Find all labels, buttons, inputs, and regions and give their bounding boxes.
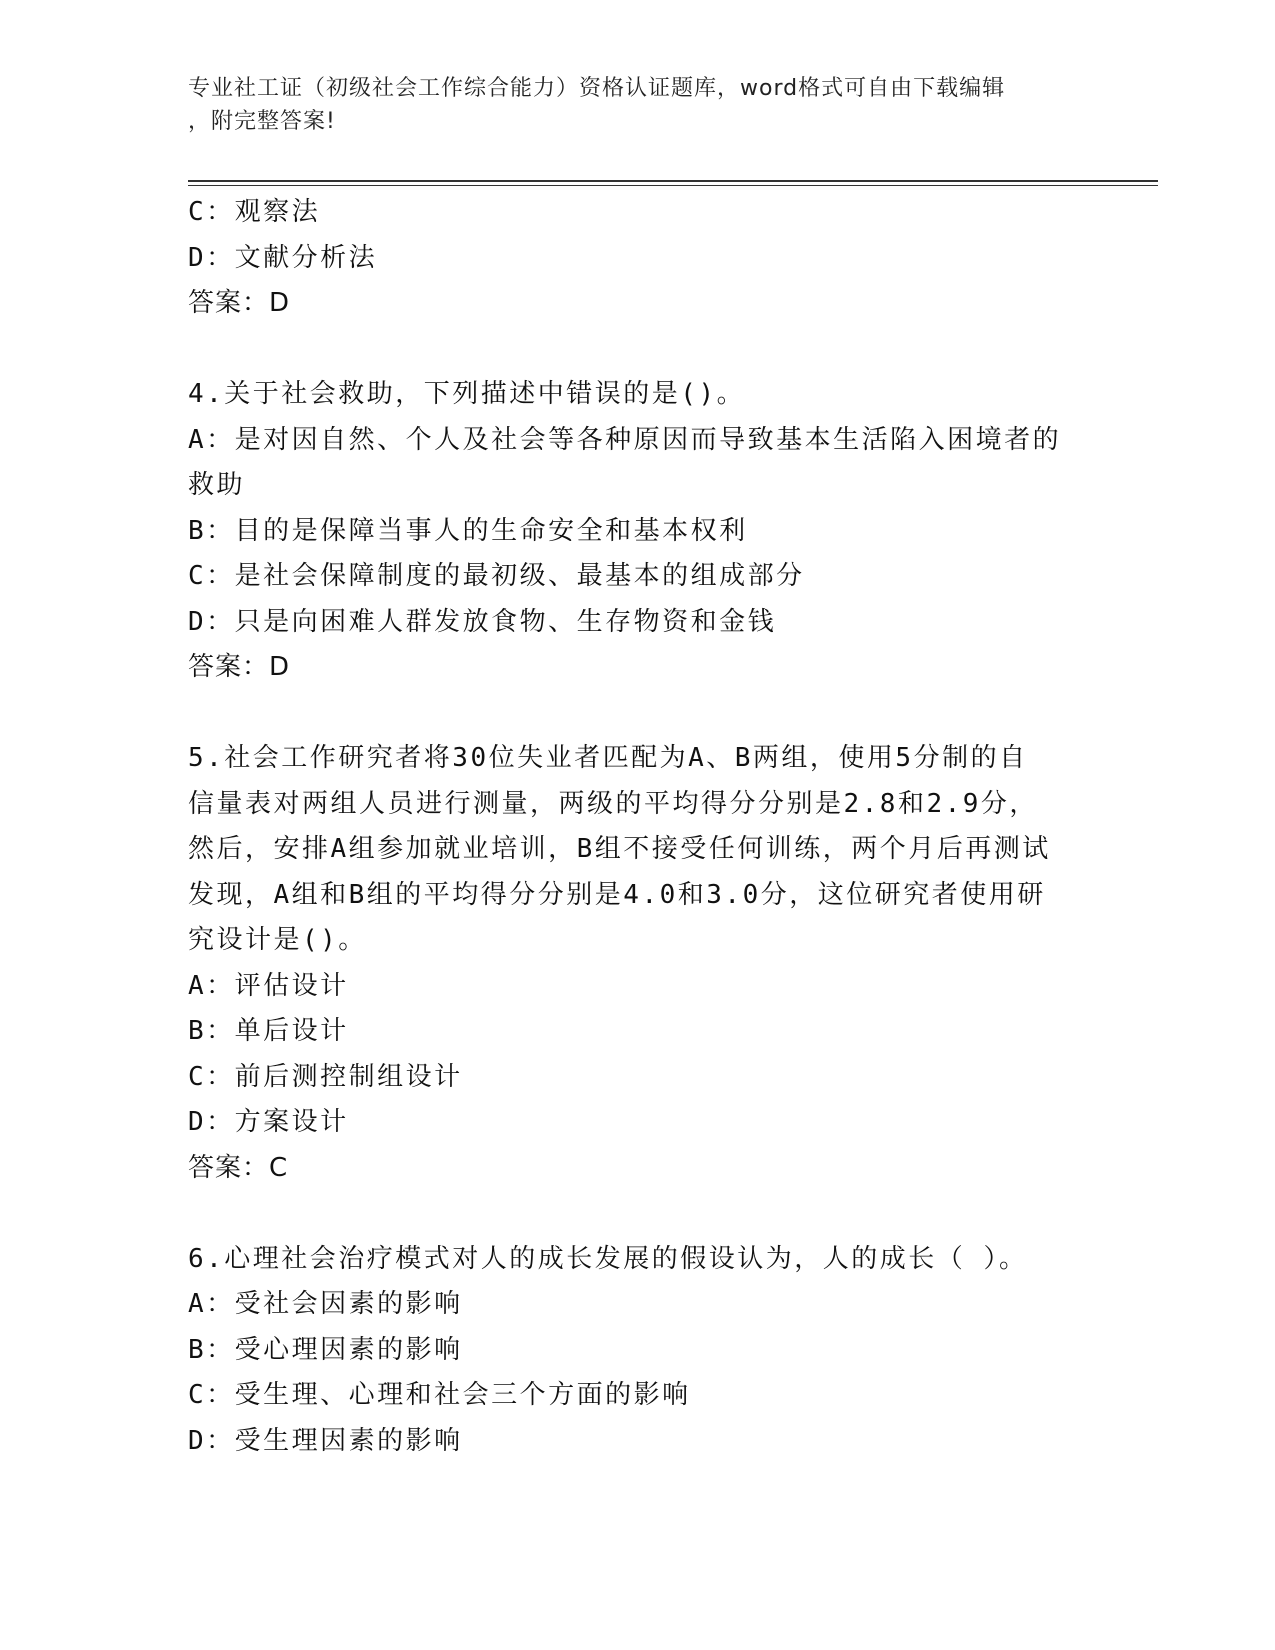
q5-option-b: B：单后设计 — [188, 1016, 349, 1046]
q3-option-c: C：观察法 — [188, 197, 321, 227]
q4-answer: 答案：D — [188, 652, 291, 682]
q4-option-b: B：目的是保障当事人的生命安全和基本权利 — [188, 515, 748, 546]
q5-option-a: A：评估设计 — [188, 970, 349, 1001]
document-header — [188, 72, 1088, 138]
q4-option-d: D：只是向困难人群发放食物、生存物资和金钱 — [188, 606, 777, 637]
spacer — [188, 691, 1088, 737]
q3-answer: 答案：D — [188, 288, 291, 318]
q6-option-b: B：受心理因素的影响 — [188, 1334, 463, 1365]
header-line-1: 专业社工证（初级社会工作综合能力）资格认证题库，word格式可自由下载编辑 — [188, 76, 1006, 101]
q5-stem-4: 发现，A组和B组的平均得分分别是4.0和3.0分，这位研究者使用研 — [188, 879, 1046, 910]
q4-option-c: C：是社会保障制度的最初级、最基本的组成部分 — [188, 561, 805, 591]
header-line-2: ，附完整答案! — [188, 109, 336, 134]
q6-option-c: C：受生理、心理和社会三个方面的影响 — [188, 1380, 691, 1410]
q6-option-a: A：受社会因素的影响 — [188, 1289, 463, 1319]
q6-option-d: D：受生理因素的影响 — [188, 1425, 463, 1456]
header-rule-thin — [188, 185, 1158, 186]
q4-option-a-cont: 救助 — [188, 470, 246, 500]
q5-option-c: C：前后测控制组设计 — [188, 1061, 463, 1092]
spacer — [188, 1191, 1088, 1237]
q6-stem: 6.心理社会治疗模式对人的成长发展的假设认为，人的成长（ ）。 — [188, 1243, 1028, 1274]
q5-option-d: D：方案设计 — [188, 1107, 349, 1137]
question-list — [188, 190, 1088, 1464]
q5-stem-2: 信量表对两组人员进行测量，两级的平均得分分别是2.8和2.9分， — [188, 788, 1038, 819]
q5-stem-5: 究设计是()。 — [188, 925, 367, 955]
header-rule-thick — [188, 180, 1158, 182]
q4-option-a: A：是对因自然、个人及社会等各种原因而导致基本生活陷入困境者的 — [188, 424, 1062, 455]
q5-stem-1: 5.社会工作研究者将30位失业者匹配为A、B两组，使用5分制的自 — [188, 743, 1028, 773]
q4-stem: 4.关于社会救助，下列描述中错误的是()。 — [188, 379, 746, 409]
q5-answer: 答案：C — [188, 1152, 289, 1183]
q3-option-d: D：文献分析法 — [188, 242, 378, 273]
spacer — [188, 327, 1088, 373]
q5-stem-3: 然后，安排A组参加就业培训，B组不接受任何训练，两个月后再测试 — [188, 834, 1051, 864]
